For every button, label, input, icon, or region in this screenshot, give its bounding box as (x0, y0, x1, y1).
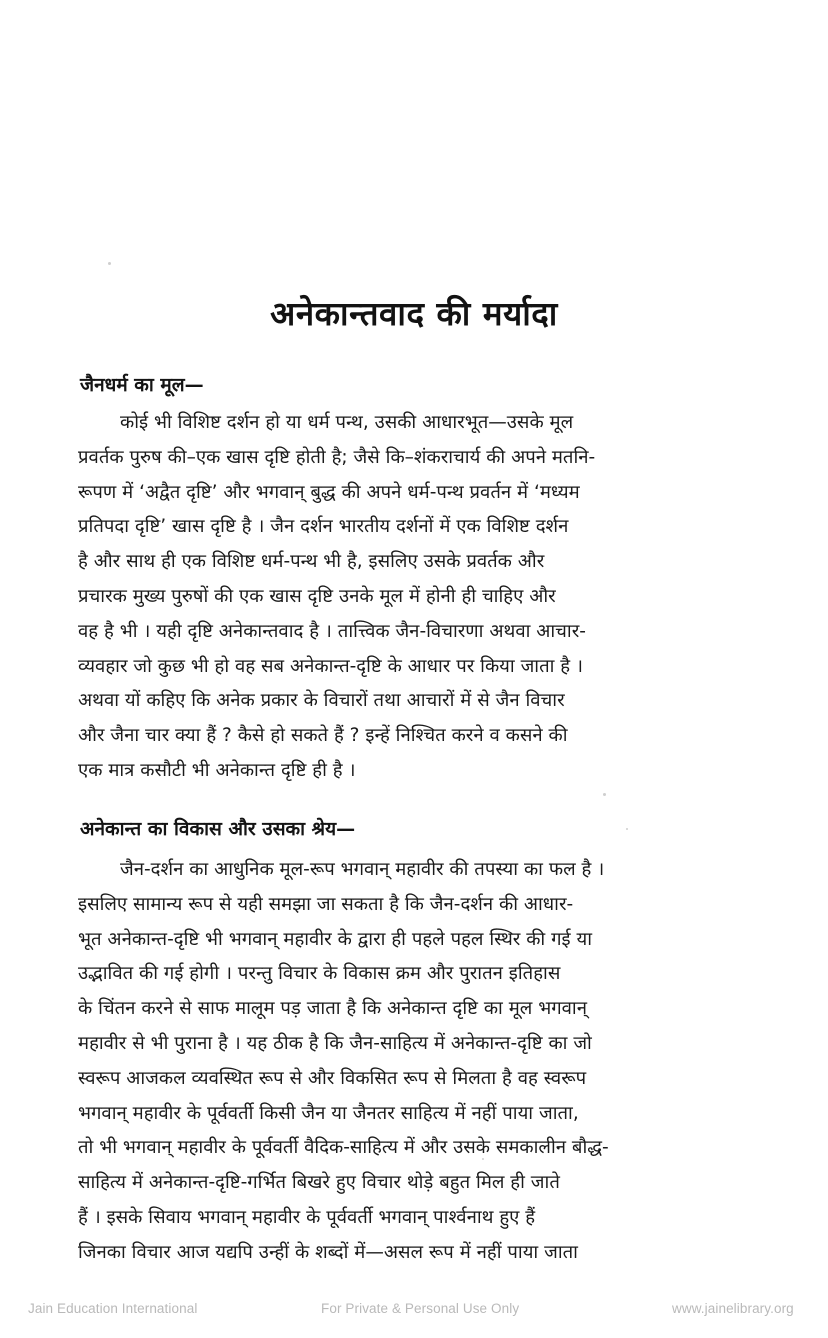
text-line: हैं । इसके सिवाय भगवान् महावीर के पूर्ववर्ती भगवान् पार्श्वनाथ हुए हैं (78, 1206, 536, 1228)
text-line: के चिंतन करने से साफ मालूम पड़ जाता है कि अनेकान्त दृष्टि का मूल भगवान् (78, 998, 587, 1020)
text-line: जिनका विचार आज यद्यपि उन्हीं के शब्दों में—असल रूप में नहीं पाया जाता (78, 1241, 578, 1263)
section-heading-jaindharma-ka-mool: जैनधर्म का मूल— (80, 373, 204, 396)
text-line: व्यवहार जो कुछ भी हो वह सब अनेकान्त-दृष्टि के आधार पर किया जाता है । (78, 655, 584, 677)
text-line: महावीर से भी पुराना है । यह ठीक है कि जैन-साहित्य में अनेकान्त-दृष्टि का जो (78, 1032, 592, 1054)
text-line: इसलिए सामान्य रूप से यही समझा जा सकता है कि जैन-दर्शन की आधार- (78, 893, 574, 915)
text-line: है और साथ ही एक विशिष्ट धर्म-पन्थ भी है, इसलिए उसके प्रवर्तक और (78, 551, 545, 573)
text-line: प्रचारक मुख्य पुरुषों की एक खास दृष्टि उनके मूल में होनी ही चाहिए और (78, 585, 556, 607)
text-line: उद्भावित की गई होगी । परन्तु विचार के विकास क्रम और पुरातन इतिहास (78, 963, 561, 985)
text-line: अथवा यों कहिए कि अनेक प्रकार के विचारों तथा आचारों में से जैन विचार (78, 690, 565, 712)
text-line: स्वरूप आजकल व्यवस्थित रूप से और विकसित रूप से मिलता है वह स्वरूप (78, 1067, 587, 1089)
paragraph-jaindharma-ka-mool (78, 406, 750, 789)
text-line: जैन-दर्शन का आधुनिक मूल-रूप भगवान् महावीर की तपस्या का फल है । (120, 859, 605, 880)
text-line: भूत अनेकान्त-दृष्टि भी भगवान् महावीर के द्वारा ही पहले पहल स्थिर की गई या (78, 928, 593, 950)
text-line: भगवान् महावीर के पूर्ववर्ती किसी जैन या जैनतर साहित्य में नहीं पाया जाता, (78, 1102, 579, 1124)
text-line: एक मात्र कसौटी भी अनेकान्त दृष्टि ही है । (78, 759, 356, 781)
page-content-column (78, 0, 750, 1338)
footer-organization: Jain Education International (28, 1300, 198, 1316)
text-line: रूपण में ‘अद्वैत दृष्टि’ और भगवान् बुद्ध की अपने धर्म-पन्थ प्रवर्तन में ‘मध्यम (78, 481, 580, 503)
page-footer (0, 1297, 828, 1319)
footer-usage-notice: For Private & Personal Use Only (321, 1300, 520, 1316)
section-heading-anekant-ka-vikas: अनेकान्त का विकास और उसका श्रेय— (80, 817, 356, 840)
text-line: साहित्य में अनेकान्त-दृष्टि-गर्भित बिखरे हुए विचार थोड़े बहुत मिल ही जाते (78, 1172, 560, 1194)
page-title: अनेकान्तवाद की मर्यादा (270, 294, 558, 334)
paragraph-anekant-ka-vikas (78, 853, 750, 1271)
text-line: तो भी भगवान् महावीर के पूर्ववर्ती वैदिक-साहित्य में और उसके समकालीन बौद्ध- (78, 1137, 609, 1159)
text-line: प्रवर्तक पुरुष की–एक खास दृष्टि होती है; जैसे कि–शंकराचार्य की अपने मतनि- (78, 446, 596, 468)
text-line: वह है भी । यही दृष्टि अनेकान्तवाद है । तात्त्विक जैन-विचारणा अथवा आचार- (78, 620, 586, 642)
text-line: कोई भी विशिष्ट दर्शन हो या धर्म पन्थ, उसकी आधारभूत—उसके मूल (120, 412, 574, 433)
text-line: और जैना चार क्या हैं ? कैसे हो सकते हैं ? इन्हें निश्चित करने व कसने की (78, 725, 568, 747)
text-line: प्रतिपदा दृष्टि’ खास दृष्टि है । जैन दर्शन भारतीय दर्शनों में एक विशिष्ट दर्शन (78, 516, 569, 538)
footer-website-link[interactable]: www.jainelibrary.org (672, 1300, 794, 1316)
